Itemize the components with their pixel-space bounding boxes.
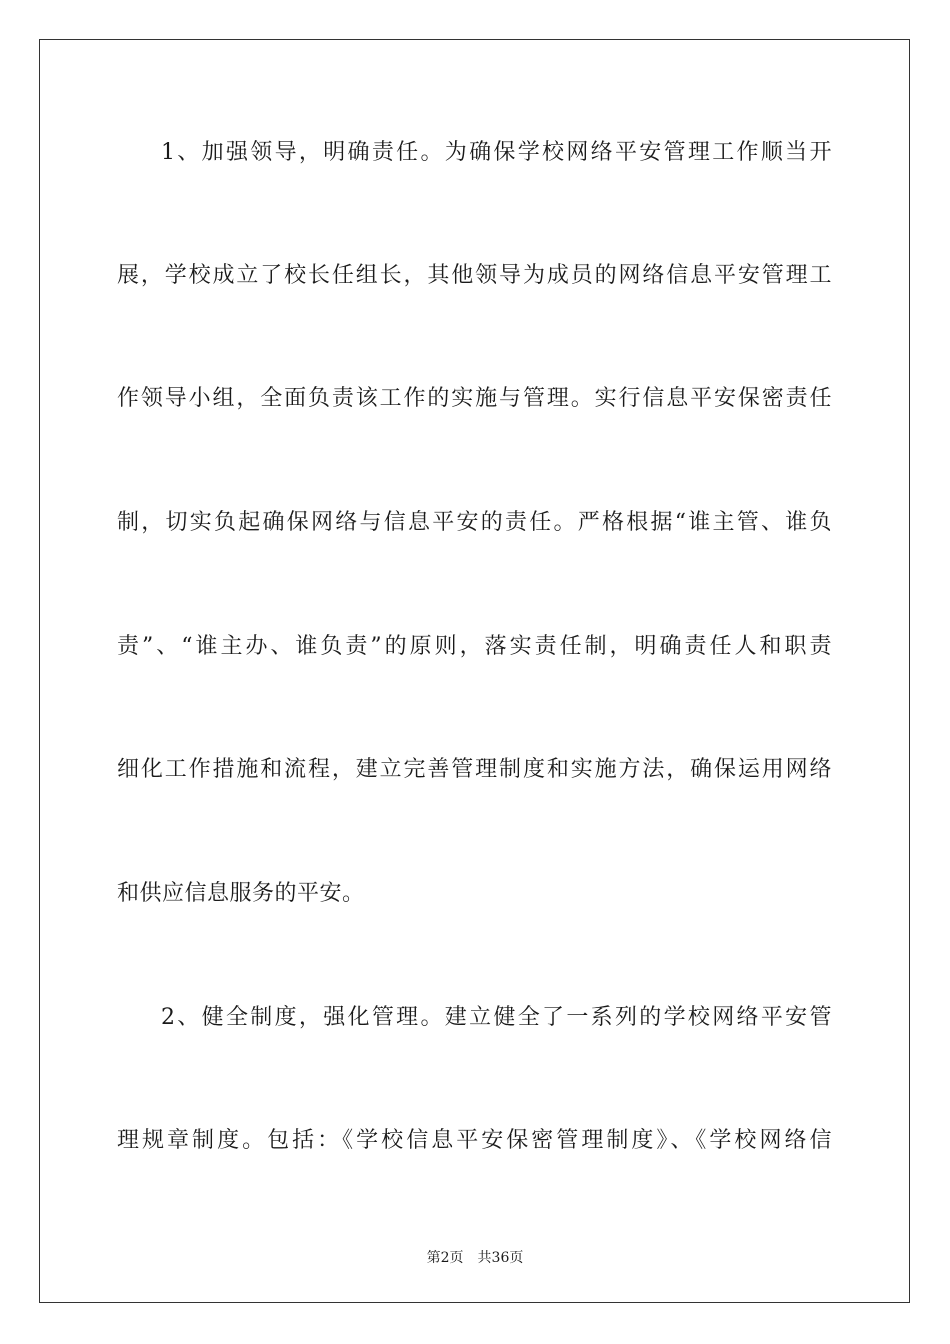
paragraph-1-line-1: 1、加强领导，明确责任。为确保学校网络平安管理工作顺当开 [161, 140, 832, 165]
paragraph-2-line-2: 理规章制度。包括：《学校信息平安保密管理制度》、《学校网络信 [117, 1128, 832, 1153]
paragraph-2-line-1: 2、健全制度，强化管理。建立健全了一系列的学校网络平安管 [161, 1005, 832, 1030]
total-pages: 共36页 [477, 1250, 524, 1266]
page-footer [0, 1248, 950, 1268]
paragraph-1-line-4: 制，切实负起确保网络与信息平安的责任。严格根据“谁主管、谁负 [117, 510, 832, 535]
paragraph-1-line-6: 细化工作措施和流程，建立完善管理制度和实施方法，确保运用网络 [117, 757, 832, 782]
page-border [39, 39, 910, 1303]
page-number: 第2页 [426, 1250, 464, 1266]
paragraph-1-line-5: 责”、“谁主办、谁负责”的原则，落实责任制，明确责任人和职责 [117, 634, 832, 659]
paragraph-1-line-2: 展，学校成立了校长任组长，其他领导为成员的网络信息平安管理工 [117, 263, 832, 288]
paragraph-1-line-7: 和供应信息服务的平安。 [117, 881, 365, 906]
paragraph-1-line-3: 作领导小组，全面负责该工作的实施与管理。实行信息平安保密责任 [117, 386, 832, 411]
